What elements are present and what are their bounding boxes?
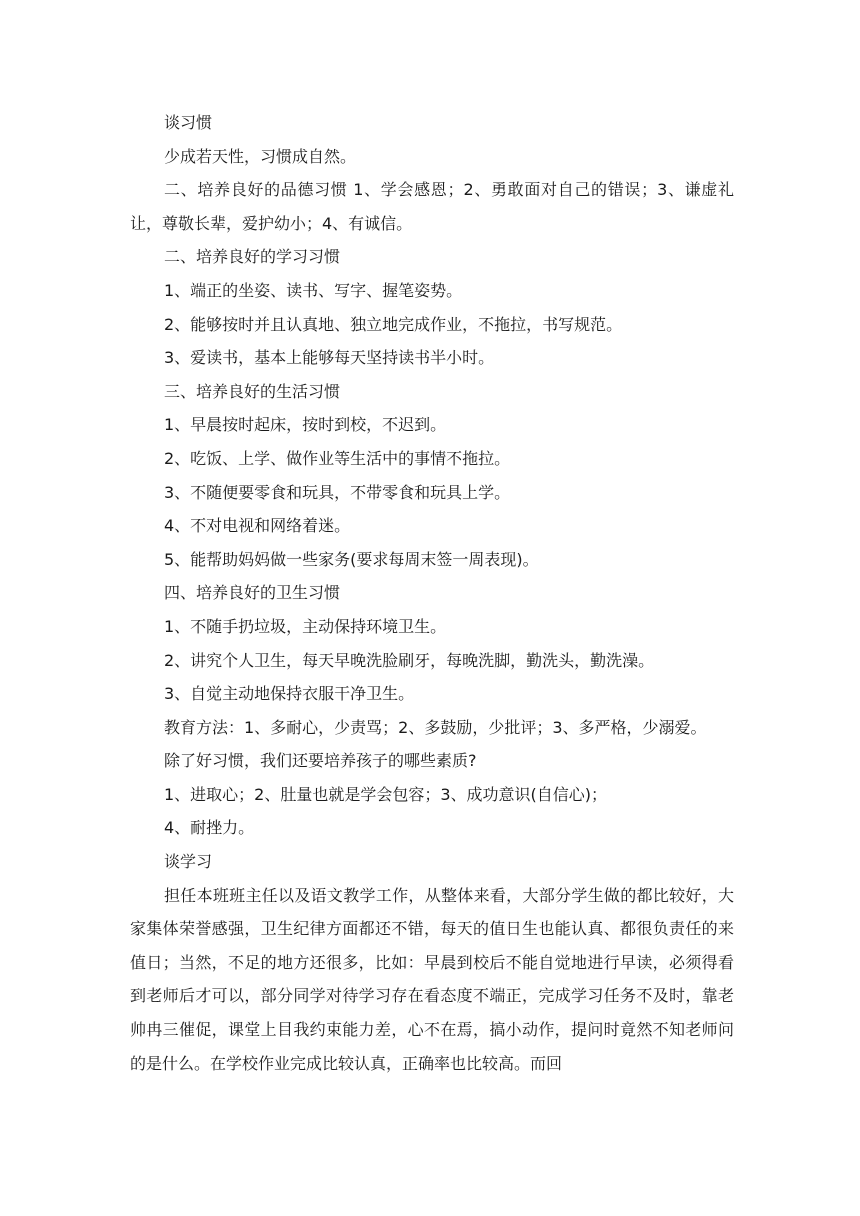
study-habit-item-2: 2、能够按时并且认真地、独立地完成作业，不拖拉，书写规范。 [164,314,623,334]
life-habit-item-1: 1、早晨按时起床，按时到校，不迟到。 [164,415,447,435]
hygiene-habit-item-3: 3、自觉主动地保持衣服干净卫生。 [164,684,415,704]
section-study-habits: 二、培养良好的学习习惯 [164,247,341,267]
heading-study: 谈学习 [164,852,213,872]
education-methods: 教育方法：1、多耐心，少责骂；2、多鼓励，少批评；3、多严格，少溺爱。 [164,717,707,737]
study-paragraph: 担任本班班主任以及语文教学工作，从整体来看，大部分学生做的都比较好，大家集体荣誉感强，卫生纪律方面都还不错，每天的值日生也能认真、都很负责任的来值日；当然，不足的地方还很多，比如：早晨到校后不能自觉地进行早读，必须得看到老师后才可以，部分同学对待学习存在看态度不端正，完成学习任务不及时，靠老帅冉三催促，课堂上目我约束能力差，心不在焉，搞小动作，提问时竟然不知老师问的是什么。在学校作业完成比较认真，正确率也比较高。而回 [130,885,734,1073]
document-page [130,106,734,1080]
life-habit-item-4: 4、不对电视和网络着迷。 [164,516,351,536]
study-habit-item-3: 3、爱读书，基本上能够每天坚持读书半小时。 [164,348,495,368]
life-habit-item-5: 5、能帮助妈妈做一些家务(要求每周末签一周表现)。 [164,549,539,569]
qualities-item-4: 4、耐挫力。 [164,818,255,838]
hygiene-habit-item-1: 1、不随手扔垃圾，主动保持环境卫生。 [164,616,447,636]
study-habit-item-1: 1、端正的坐姿、读书、写字、握笔姿势。 [164,280,463,300]
section-hygiene-habits: 四、培养良好的卫生习惯 [164,583,341,603]
hygiene-habit-item-2: 2、讲究个人卫生，每天早晚洗脸刷牙，每晚洗脚，勤洗头，勤洗澡。 [164,650,655,670]
section-life-habits: 三、培养良好的生活习惯 [164,381,341,401]
life-habit-item-2: 2、吃饭、上学、做作业等生活中的事情不拖拉。 [164,448,511,468]
qualities-item-1-3: 1、进取心；2、肚量也就是学会包容；3、成功意识(自信心)； [164,784,608,804]
qualities-question: 除了好习惯，我们还要培养孩子的哪些素质? [164,751,477,771]
moral-habits-paragraph: 二、培养良好的品德习惯 1、学会感恩；2、勇敢面对自己的错误；3、谦虚礼让，尊敬长辈，爱护幼小；4、有诚信。 [130,180,734,233]
life-habit-item-3: 3、不随便要零食和玩具，不带零食和玩具上学。 [164,482,511,502]
heading-habits: 谈习惯 [164,113,213,132]
proverb-line: 少成若天性，习惯成自然。 [164,146,357,166]
